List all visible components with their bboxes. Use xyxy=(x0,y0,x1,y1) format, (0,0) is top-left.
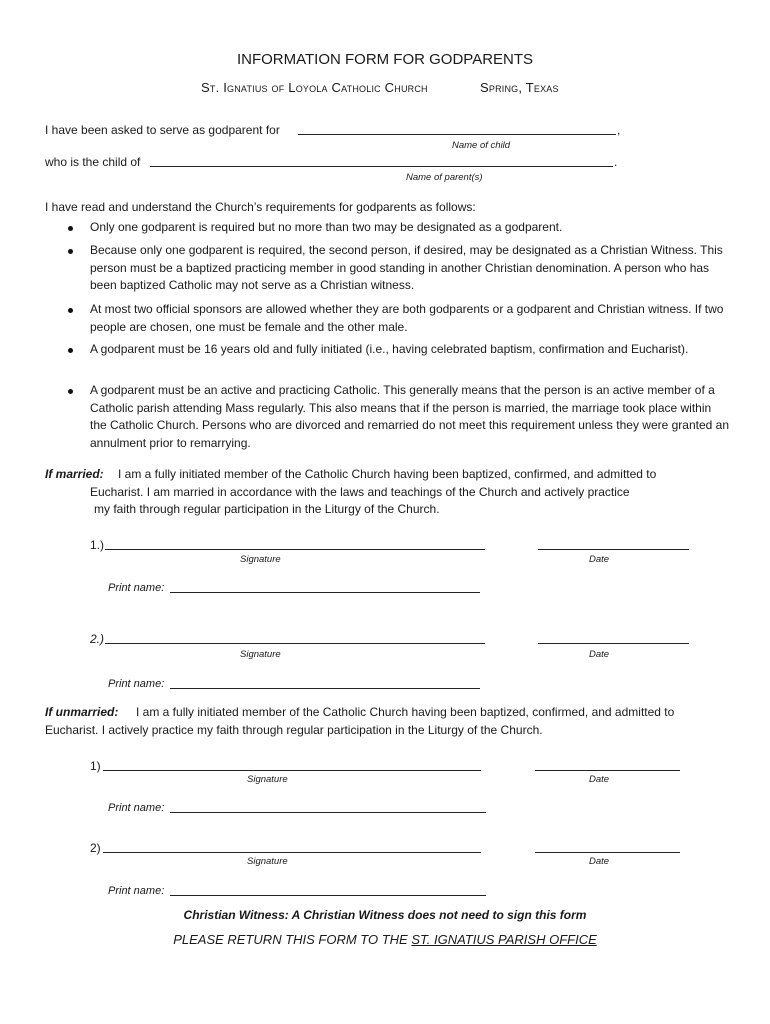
date-caption: Date xyxy=(589,856,610,867)
bullet-icon xyxy=(68,308,73,313)
print-name-label: Print name: xyxy=(108,678,165,690)
married-number-1: 1.) xyxy=(90,538,105,552)
unmarried-number-2: 2) xyxy=(90,841,101,855)
unmarried-print-name-1-field[interactable] xyxy=(170,812,486,813)
child-name-field[interactable] xyxy=(298,134,616,135)
married-print-name-1-field[interactable] xyxy=(170,592,480,593)
signature-caption: Signature xyxy=(240,649,281,660)
print-name-label: Print name: xyxy=(108,582,165,594)
married-text-line1: I am a fully initiated member of the Catholic Church having been baptized, confirmed, and admitted to xyxy=(118,467,657,481)
married-date-1-field[interactable] xyxy=(538,549,689,550)
print-name-label: Print name: xyxy=(108,802,165,814)
married-signature-1-field[interactable] xyxy=(105,549,485,550)
church-location: Spring, Texas xyxy=(480,80,559,95)
unmarried-signature-1-field[interactable] xyxy=(103,770,481,771)
married-label: If married: xyxy=(45,467,104,481)
asked-label: I have been asked to serve as godparent for xyxy=(45,123,280,137)
unmarried-date-1-field[interactable] xyxy=(535,770,680,771)
page-title: INFORMATION FORM FOR GODPARENTS xyxy=(236,51,534,68)
return-prefix: PLEASE RETURN THIS FORM TO THE xyxy=(173,932,408,947)
period: . xyxy=(614,155,618,169)
date-caption: Date xyxy=(589,649,610,660)
married-date-2-field[interactable] xyxy=(538,643,689,644)
unmarried-text-line2: Eucharist. I actively practice my faith through regular participation in the Liturgy of the Church. xyxy=(45,723,543,737)
witness-note: Christian Witness: A Christian Witness does not need to sign this form xyxy=(183,908,587,922)
requirements-lead: I have read and understand the Church’s requirements for godparents as follows: xyxy=(45,200,476,214)
unmarried-number-1: 1) xyxy=(90,759,101,773)
print-name-label: Print name: xyxy=(108,885,165,897)
requirement-item: Because only one godparent is required, the second person, if desired, may be designated as a Christian Witness. This person must be a baptized practicing member in good standing in another Christian denomination. A person who has been baptized Catholic may not serve as a Christian witness. xyxy=(90,243,723,292)
married-text-line2: Eucharist. I am married in accordance with the laws and teachings of the Church and actively practice xyxy=(90,485,630,499)
bullet-icon xyxy=(68,226,73,231)
unmarried-text-line1: I am a fully initiated member of the Catholic Church having been baptized, confirmed, and admitted to xyxy=(136,705,675,719)
signature-caption: Signature xyxy=(240,554,281,565)
signature-caption: Signature xyxy=(247,774,288,785)
return-instruction xyxy=(0,932,770,947)
requirement-item: A godparent must be 16 years old and fully initiated (i.e., having celebrated baptism, confirmation and Eucharist). xyxy=(90,342,689,356)
unmarried-signature-2-field[interactable] xyxy=(103,852,481,853)
bullet-icon xyxy=(68,389,73,394)
married-signature-2-field[interactable] xyxy=(105,643,485,644)
requirement-item: Only one godparent is required but no more than two may be designated as a godparent. xyxy=(90,220,563,234)
parents-name-field[interactable] xyxy=(150,166,613,167)
married-print-name-2-field[interactable] xyxy=(170,688,480,689)
bullet-icon xyxy=(68,249,73,254)
comma: , xyxy=(617,123,621,137)
married-text-line3: my faith through regular participation in the Liturgy of the Church. xyxy=(94,502,440,516)
parish-office: ST. IGNATIUS PARISH OFFICE xyxy=(411,932,597,947)
bullet-icon xyxy=(68,348,73,353)
child-of-label: who is the child of xyxy=(45,155,141,169)
signature-caption: Signature xyxy=(247,856,288,867)
married-number-2: 2.) xyxy=(90,632,105,646)
requirement-item: At most two official sponsors are allowed whether they are both godparents or a godparent and Christian witness. If two people are chosen, one must be female and the other male. xyxy=(90,302,724,334)
unmarried-date-2-field[interactable] xyxy=(535,852,680,853)
date-caption: Date xyxy=(589,774,610,785)
requirement-item: A godparent must be an active and practicing Catholic. This generally means that the person is an active member of a Catholic parish attending Mass regularly. This also means that if the person is married, the marriage took place within the Catholic Church. Persons who are divorced and remarried do not meet this requirement unless they were granted an annulment prior to remarrying. xyxy=(90,383,730,450)
unmarried-print-name-2-field[interactable] xyxy=(170,895,486,896)
unmarried-label: If unmarried: xyxy=(45,705,119,719)
parents-name-caption: Name of parent(s) xyxy=(406,172,483,183)
church-name: St. Ignatius of Loyola Catholic Church xyxy=(201,80,428,95)
date-caption: Date xyxy=(589,554,610,565)
child-name-caption: Name of child xyxy=(452,140,511,151)
